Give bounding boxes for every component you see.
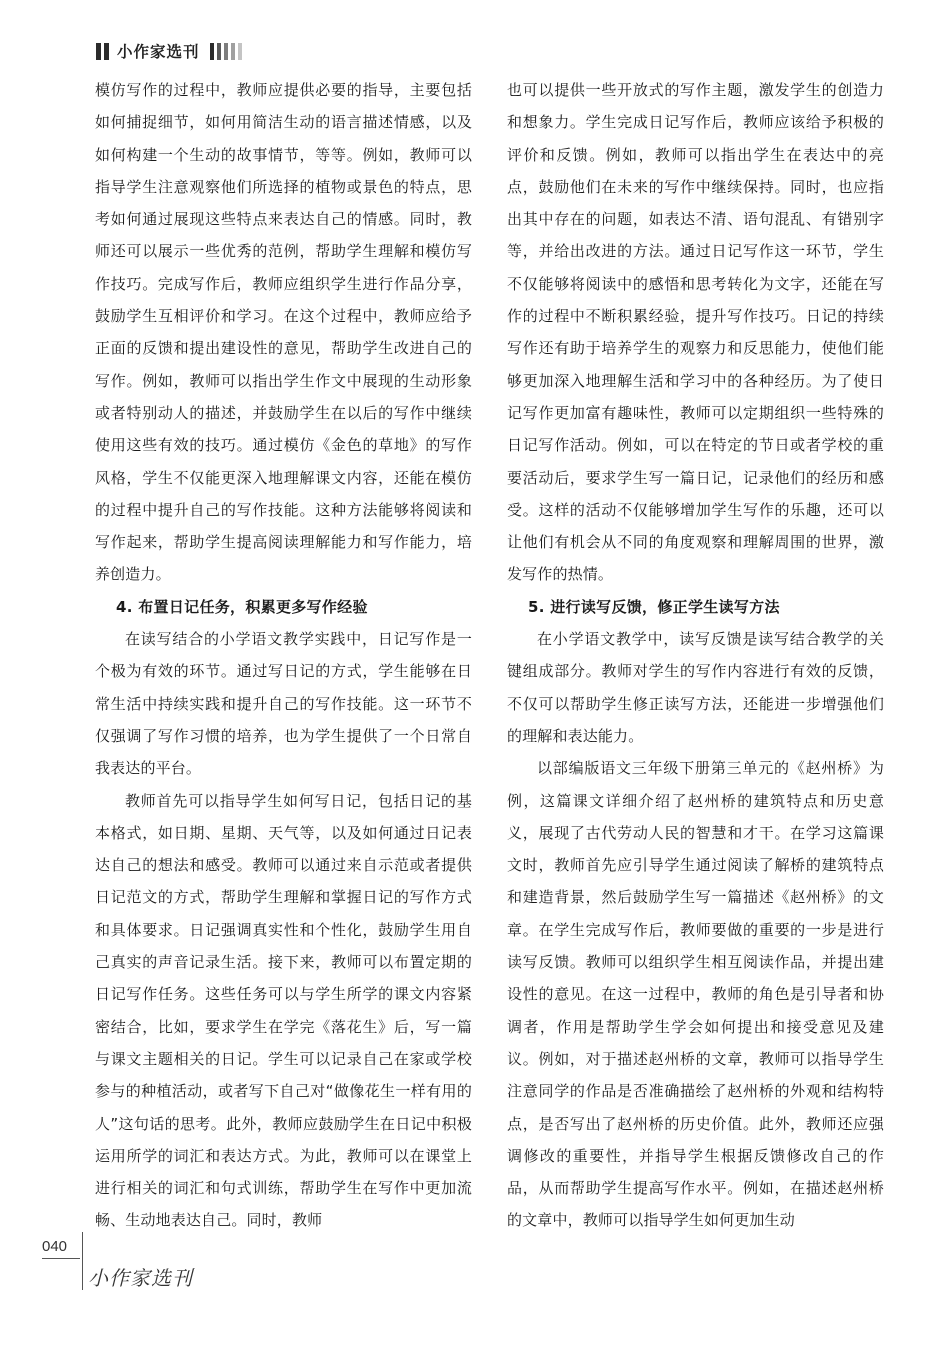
body-paragraph: 模仿写作的过程中，教师应提供必要的指导，主要包括如何捕捉细节，如何用简洁生动的语言描述情感，以及如何构建一个生动的故事情节，等等。例如，教师可以指导学生注意观察他们所选择的植物或景色的特点，思考如何通过展现这些特点来表达自己的情感。同时，教师还可以展示一些优秀的范例，帮助学生理解和模仿写作技巧。完成写作后，教师应组织学生进行作品分享，鼓励学生互相评价和学习。在这个过程中，教师应给予正面的反馈和提出建设性的意见，帮助学生改进自己的写作。例如，教师可以指出学生作文中展现的生动形象或者特别动人的描述，并鼓励学生在以后的写作中继续使用这些有效的技巧。通过模仿《金色的草地》的写作风格，学生不仅能更深入地理解课文内容，还能在模仿的过程中提升自己的写作技能。这种方法能够将阅读和写作起来，帮助学生提高阅读理解能力和写作能力，培养创造力。: [95, 81, 472, 584]
header-decor-bars-right: [210, 43, 242, 60]
body-paragraph: 在读写结合的小学语文教学实践中，日记写作是一个极为有效的环节。通过写日记的方式，学生能够在日常生活中持续实践和提升自己的写作技能。这一环节不仅强调了写作习惯的培养，也为学生提供了一个日常自我表达的平台。: [95, 630, 472, 778]
body-paragraph: 也可以提供一些开放式的写作主题，激发学生的创造力和想象力。学生完成日记写作后，教师应该给予积极的评价和反馈。例如，教师可以指出学生在表达中的亮点，鼓励他们在未来的写作中继续保持。同时，也应指出其中存在的问题，如表达不清、语句混乱、有错别字等，并给出改进的方法。通过日记写作这一环节，学生不仅能够将阅读中的感悟和思考转化为文字，还能在写作的过程中不断积累经验，提升写作技巧。日记的持续写作还有助于培养学生的观察力和反思能力，使他们能够更加深入地理解生活和学习中的各种经历。为了使日记写作更加富有趣味性，教师可以定期组织一些特殊的日记写作活动。例如，可以在特定的节日或者学校的重要活动后，要求学生写一篇日记，记录他们的经历和感受。这样的活动不仅能够增加学生写作的乐趣，还可以让他们有机会从不同的角度观察和理解周围的世界，激发写作的热情。: [507, 81, 884, 584]
page-number: 040: [42, 1238, 68, 1255]
section-heading-4: 4. 布置日记任务，积累更多写作经验: [116, 597, 368, 616]
right-column: [507, 74, 884, 1237]
header-decor-bars-left: [96, 43, 109, 60]
section-heading-5: 5. 进行读写反馈，修正学生读写方法: [528, 597, 780, 616]
body-paragraph: 以部编版语文三年级下册第三单元的《赵州桥》为例，这篇课文详细介绍了赵州桥的建筑特点和历史意义，展现了古代劳动人民的智慧和才干。在学习这篇课文时，教师首先应引导学生通过阅读了解桥的建筑特点和建造背景，然后鼓励学生写一篇描述《赵州桥》的文章。在学生完成写作后，教师要做的重要的一步是进行读写反馈。教师可以组织学生相互阅读作品，并提出建设性的意见。在这一过程中，教师的角色是引导者和协调者，作用是帮助学生学会如何提出和接受意见及建议。例如，对于描述赵州桥的文章，教师可以指导学生注意同学的作品是否准确描绘了赵州桥的外观和结构特点，是否写出了赵州桥的历史价值。此外，教师还应强调修改的重要性，并指导学生根据反馈修改自己的作品，从而帮助学生提高写作水平。例如，在描述赵州桥的文章中，教师可以指导学生如何更加生动: [507, 759, 884, 1230]
journal-title: 小作家选刊: [117, 43, 200, 61]
footer-logo: 小作家选刊: [88, 1266, 193, 1290]
body-paragraph: 教师首先可以指导学生如何写日记，包括日记的基本格式，如日期、星期、天气等，以及如何通过日记表达自己的想法和感受。教师可以通过来自示范或者提供日记范文的方式，帮助学生理解和掌握日记的写作方式和具体要求。日记强调真实性和个性化，鼓励学生用自己真实的声音记录生活。接下来，教师可以布置定期的日记写作任务。这些任务可以与学生所学的课文内容紧密结合，比如，要求学生在学完《落花生》后，写一篇与课文主题相关的日记。学生可以记录自己在家或学校参与的种植活动，或者写下自己对“做像花生一样有用的人”这句话的思考。此外，教师应鼓励学生在日记中积极运用所学的词汇和表达方式。为此，教师可以在课堂上进行相关的词汇和句式训练，帮助学生在写作中更加流畅、生动地表达自己。同时，教师: [95, 791, 472, 1230]
footer-vertical-divider: [82, 1232, 83, 1290]
running-header: [96, 40, 242, 62]
left-column: [95, 74, 472, 1237]
footer-divider: [42, 1258, 80, 1259]
body-paragraph: 在小学语文教学中，读写反馈是读写结合教学的关键组成部分。教师对学生的写作内容进行有效的反馈，不仅可以帮助学生修正读写方法，还能进一步增强他们的理解和表达能力。: [507, 630, 884, 745]
